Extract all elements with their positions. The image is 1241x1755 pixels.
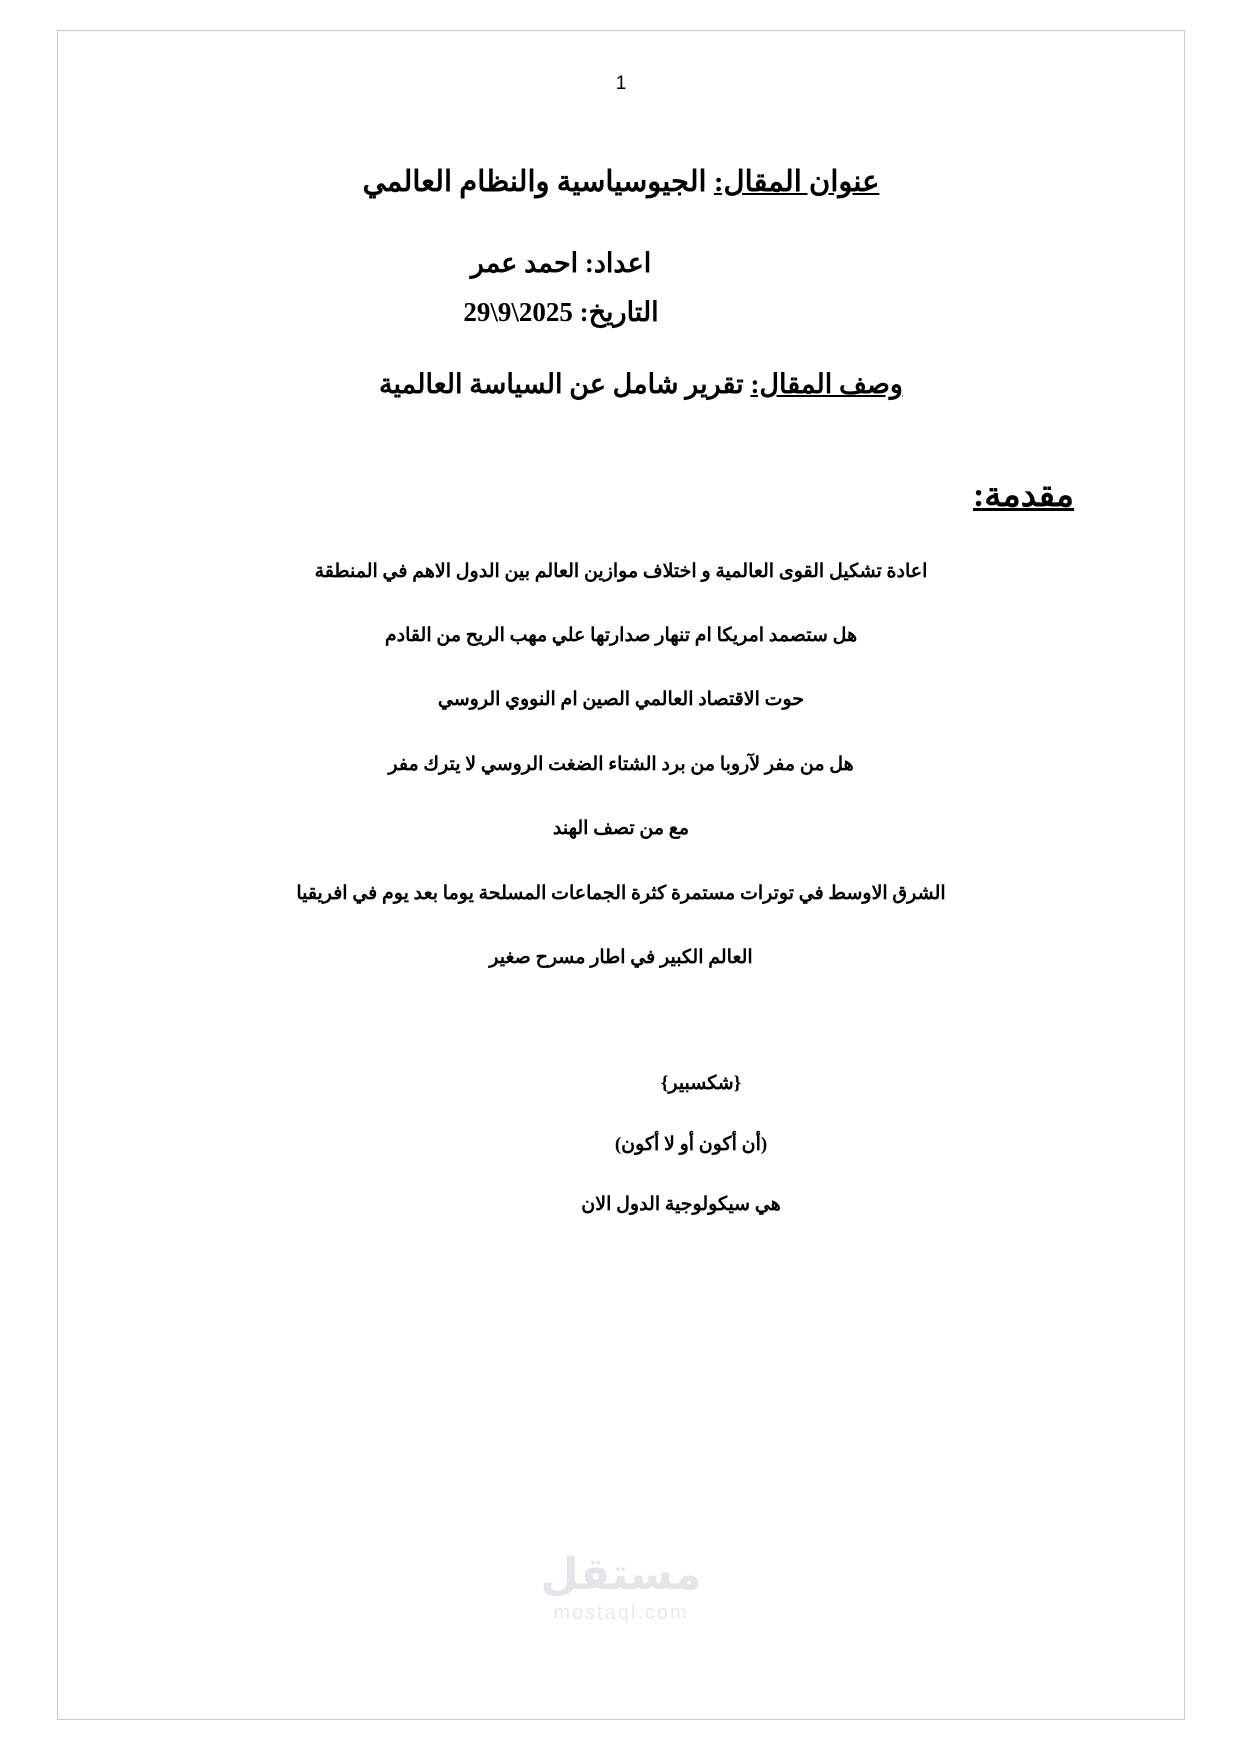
watermark — [58, 1549, 1184, 1624]
description-label: وصف المقال: — [750, 369, 903, 400]
body-line: اعادة تشكيل القوى العالمية و اختلاف موازين العالم بين الدول الاهم في المنطقة — [314, 560, 928, 582]
document-page — [57, 30, 1185, 1720]
author-value: احمد عمر — [470, 247, 579, 278]
date-value: 2025\9\29 — [463, 297, 573, 328]
author-label: اعداد: — [584, 247, 652, 278]
article-title-line — [150, 161, 1092, 205]
article-title-value: الجيوسياسية والنظام العالمي — [362, 166, 707, 198]
watermark-arabic-text: مستقل — [540, 1549, 702, 1600]
date-line — [150, 292, 1092, 334]
document-content — [150, 161, 1092, 1251]
body-line: حوت الاقتصاد العالمي الصين ام النووي الروسي — [437, 689, 805, 711]
section-heading-introduction: مقدمة: — [972, 476, 1074, 514]
quote-block — [150, 1069, 1092, 1220]
body-line: هل من مفر لآروبا من برد الشتاء الضغت الروسي لا يترك مفر — [388, 753, 854, 775]
body-line: مع من تصف الهند — [552, 818, 690, 840]
body-line: هل ستصمد امريكا ام تنهار صدارتها علي مهب الريح من القادم — [384, 625, 858, 647]
page-number: 1 — [615, 73, 627, 94]
date-label: التاريخ: — [579, 297, 659, 328]
watermark-latin-text: mostaql.com — [553, 1602, 689, 1624]
author-line — [150, 243, 1092, 285]
quote-attribution: {شكسبير} — [660, 1073, 742, 1095]
quote-line: هي سيكولوجية الدول الان — [581, 1194, 781, 1216]
article-title-label: عنوان المقال: — [713, 166, 880, 198]
quote-line: (أن أكون أو لا أكون) — [614, 1133, 768, 1155]
description-line — [150, 364, 1092, 405]
body-line: العالم الكبير في اطار مسرح صغير — [489, 947, 753, 969]
description-value: تقرير شامل عن السياسة العالمية — [379, 369, 744, 400]
body-line: الشرق الاوسط في توترات مستمرة كثرة الجماعات المسلحة يوما بعد يوم في افريقيا — [296, 882, 946, 904]
